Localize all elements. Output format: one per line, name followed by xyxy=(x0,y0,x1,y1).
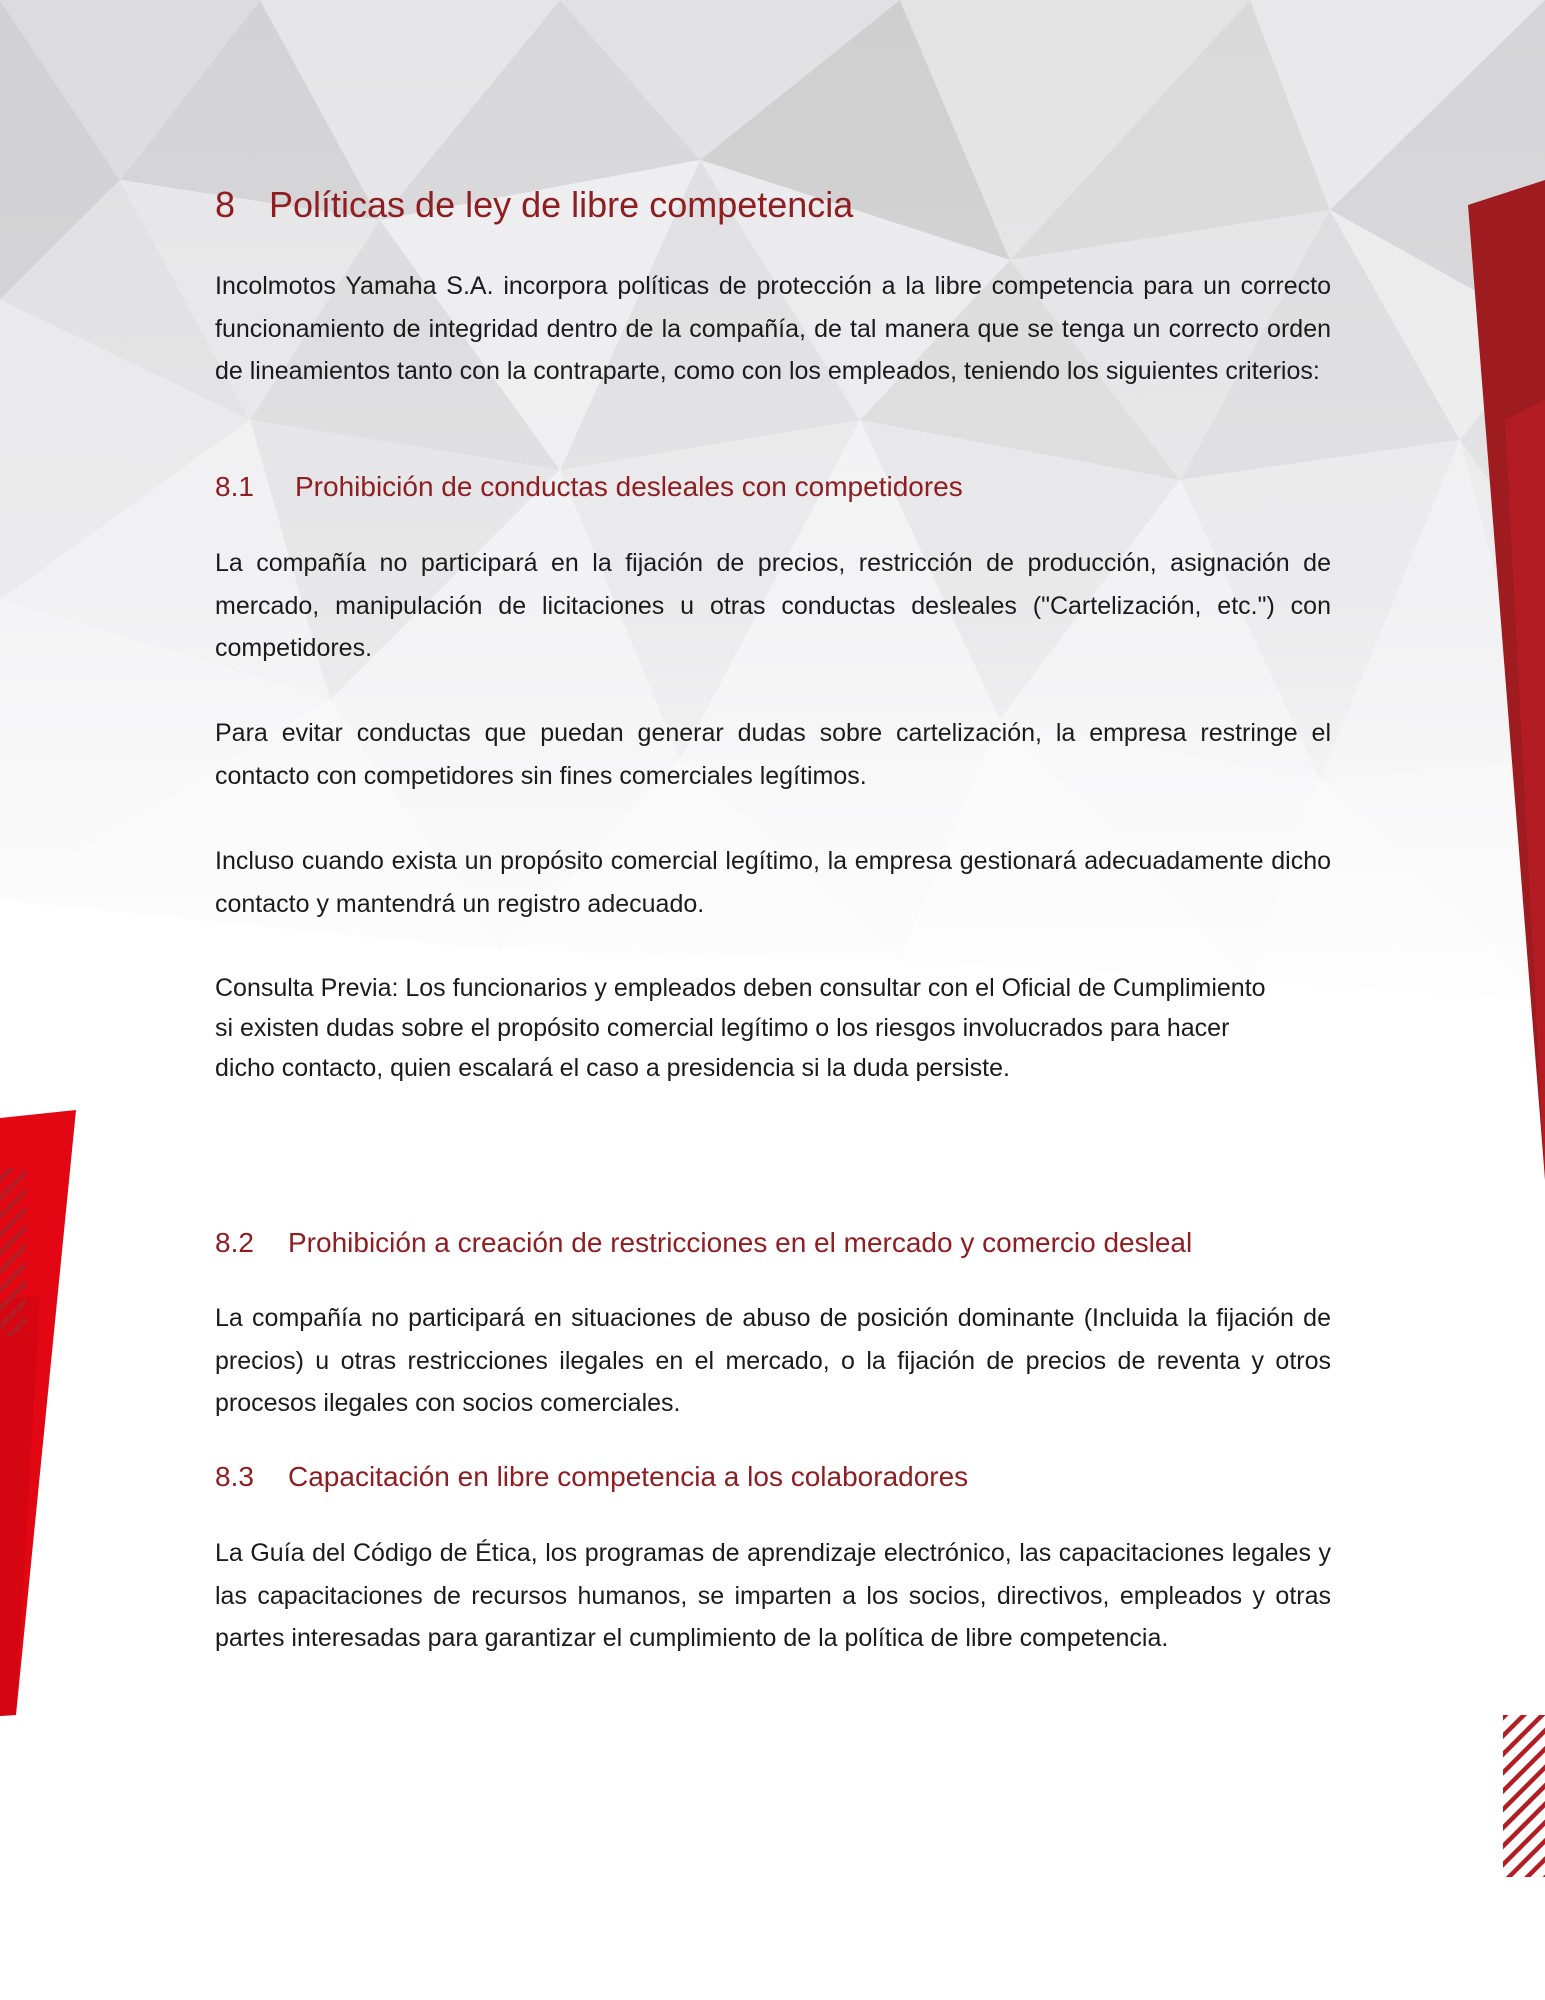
section-8-2-heading xyxy=(215,1225,1192,1261)
section-8-2-title: Prohibición a creación de restricciones en el mercado y comercio desleal xyxy=(288,1227,1193,1258)
section-8-1-heading xyxy=(215,469,963,505)
section-8-1-paragraph-2: Para evitar conductas que puedan generar dudas sobre cartelización, la empresa restringe el contacto con competidores sin fines comerciales legítimos. xyxy=(215,719,1331,790)
section-8-1-title: Prohibición de conductas desleales con competidores xyxy=(295,471,963,502)
section-8-1-paragraph-3: Incluso cuando exista un propósito comercial legítimo, la empresa gestionará adecuadamente dicho contacto y mantendrá un registro adecuado. xyxy=(215,847,1331,918)
hatch-block xyxy=(1503,1715,1545,1877)
section-8-number: 8 xyxy=(215,184,236,225)
section-8-3-heading xyxy=(215,1459,968,1495)
section-8-heading xyxy=(215,183,853,227)
section-8-intro: Incolmotos Yamaha S.A. incorpora políticas de protección a la libre competencia para un correcto funcionamiento de integridad dentro de la compañía, de tal manera que se tenga un correcto orden de lineamientos tanto con la contraparte, como con los empleados, teniendo los siguientes criterios: xyxy=(215,272,1331,385)
section-8-3-paragraph: La Guía del Código de Ética, los programas de aprendizaje electrónico, las capacitaciones legales y las capacitaciones de recursos humanos, se imparten a los socios, directivos, empleados y otras partes interesadas para garantizar el cumplimiento de la política de libre competencia. xyxy=(215,1539,1331,1652)
section-8-1-number: 8.1 xyxy=(215,471,254,502)
section-8-3-number: 8.3 xyxy=(215,1461,254,1492)
section-8-3-title: Capacitación en libre competencia a los colaboradores xyxy=(288,1461,969,1492)
section-8-2-paragraph: La compañía no participará en situaciones de abuso de posición dominante (Incluida la fijación de precios) u otras restricciones ilegales en el mercado, o la fijación de precios de reventa y otros procesos ilegales con socios comerciales. xyxy=(215,1304,1331,1417)
section-8-1-paragraph-1: La compañía no participará en la fijación de precios, restricción de producción, asignación de mercado, manipulación de licitaciones u otras conductas desleales ("Cartelización, etc.") con competidores. xyxy=(215,549,1331,662)
section-8-1-paragraph-4: Consulta Previa: Los funcionarios y empleados deben consultar con el Oficial de Cumplimiento si existen dudas sobre el propósito comercial legítimo o los riesgos involucrados para hacer dicho contacto, quien escalará el caso a presidencia si la duda persiste. xyxy=(215,974,1266,1082)
section-8-2-number: 8.2 xyxy=(215,1227,254,1258)
left-red-panel xyxy=(0,1110,76,1716)
section-8-title: Políticas de ley de libre competencia xyxy=(269,184,854,225)
